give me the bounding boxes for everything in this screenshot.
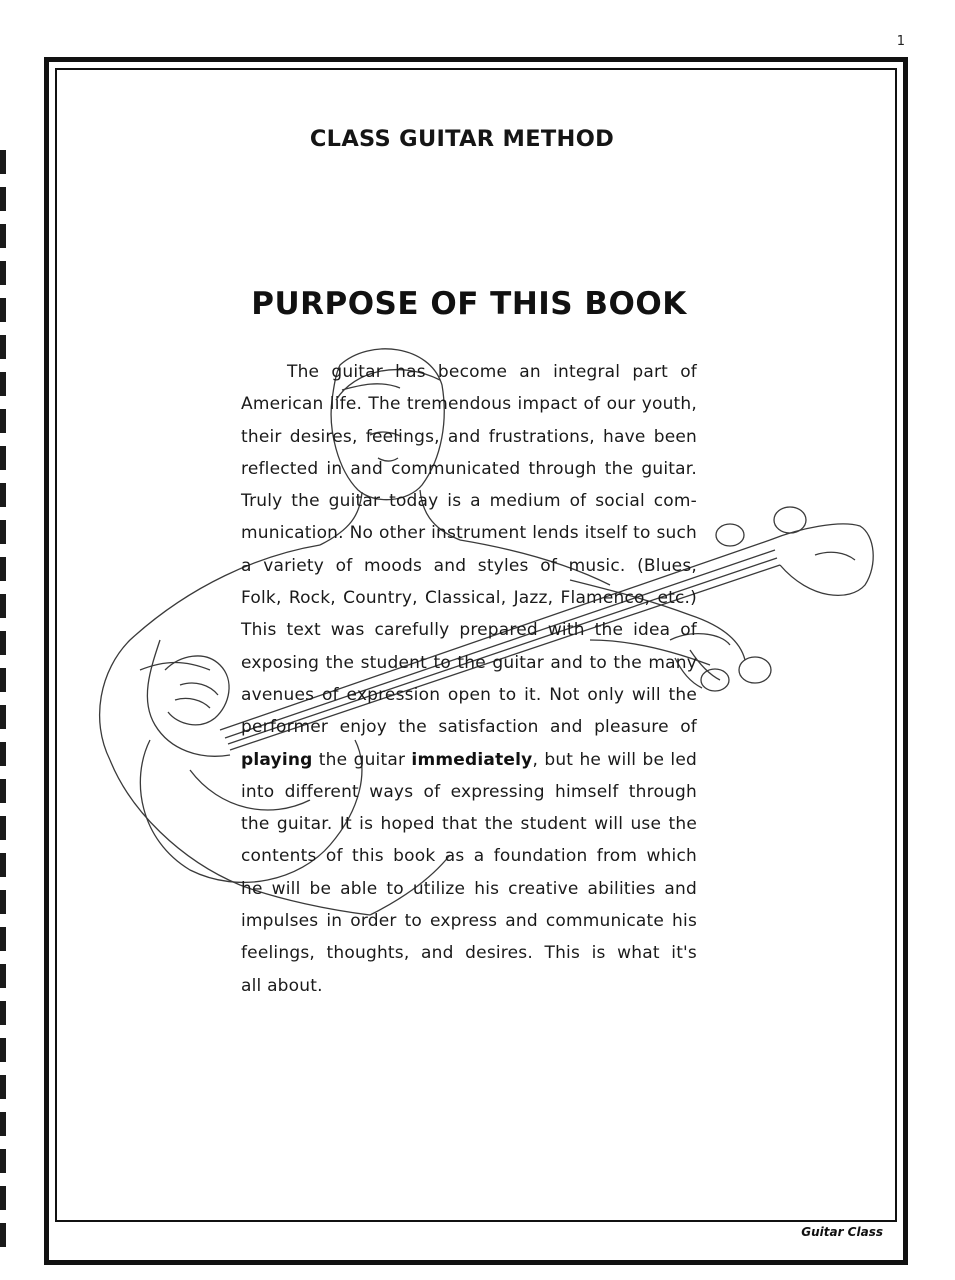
body-paragraph [241, 356, 697, 1002]
body-line: Folk, Rock, Country, Classical, Jazz, Flamenco, etc.) [241, 588, 697, 609]
page-number: 1 [896, 34, 905, 49]
body-line: into different ways of expressing himself through [241, 781, 697, 802]
series-title: CLASS GUITAR METHOD [309, 126, 615, 152]
body-line: impulses in order to express and communicate his [241, 911, 697, 932]
emphasis-playing: playing [241, 749, 313, 770]
body-line: performer enjoy the satisfaction and pleasure of [241, 717, 697, 738]
body-line: reflected in and communicated through the guitar. [241, 458, 697, 479]
footer-label: Guitar Class [801, 1225, 883, 1239]
body-line: a variety of moods and styles of music. (Blues, [241, 555, 697, 576]
body-line: all about. [241, 975, 323, 996]
body-line: avenues of expression open to it. Not only will the [241, 684, 697, 705]
body-line: This text was carefully prepared with the idea of [241, 620, 697, 641]
body-line: the guitar. It is hoped that the student will use the [241, 814, 697, 835]
emphasis-immediately: immediately [411, 749, 533, 770]
body-line: contents of this book as a foundation from which [241, 846, 697, 867]
body-line: he will be able to utilize his creative abilities and [241, 878, 697, 899]
page-title: PURPOSE OF THIS BOOK [251, 286, 687, 322]
body-line: Truly the guitar today is a medium of social com- [241, 491, 697, 512]
body-line: The guitar has become an integral part of [287, 362, 697, 382]
body-line: their desires, feelings, and frustrations, have been [241, 426, 697, 447]
body-line: feelings, thoughts, and desires. This is what it's [241, 943, 697, 964]
body-line: exposing the student to the guitar and to the many [241, 652, 697, 673]
body-line: munication. No other instrument lends itself to such [241, 523, 697, 544]
body-line: playing the guitar immediately, but he will be led [241, 749, 697, 770]
body-line: American life. The tremendous impact of our youth, [241, 394, 697, 415]
